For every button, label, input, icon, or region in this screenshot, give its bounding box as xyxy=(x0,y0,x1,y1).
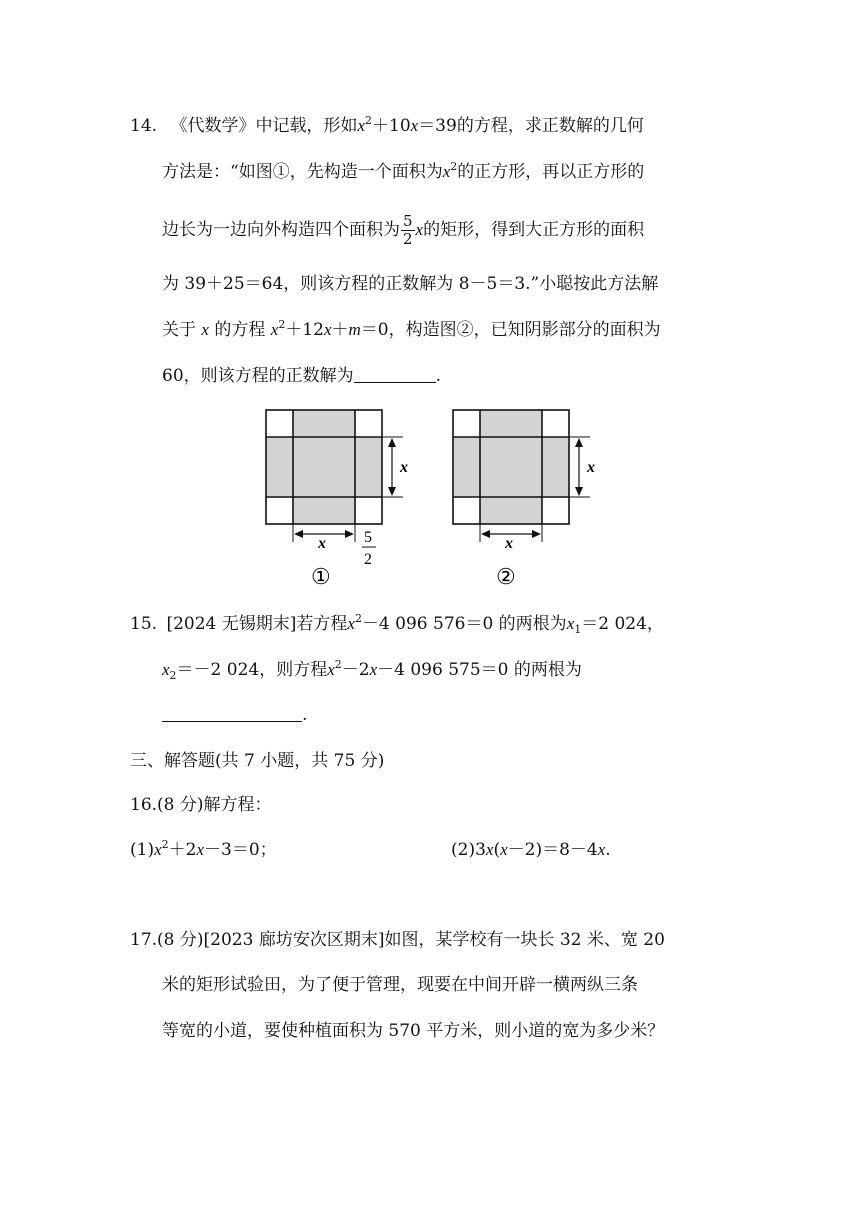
q14-line-4: 为 39＋25＝64，则该方程的正数解为 8－5＝3.”小聪按此方法解 xyxy=(162,274,659,294)
q15-line-1: 15. [2024 无锡期末]若方程$x^2-4$ 096 576＝0 的两根为$x_1=2$ 024， xyxy=(130,612,664,636)
q17-number: 17. xyxy=(130,930,158,950)
figure-2 xyxy=(453,410,595,589)
q14-line-1: 14. 《代数学》中记载，形如$x^2+10x=39$的方程，求正数解的几何 xyxy=(130,114,644,136)
fig1-shaded-cross-horizontal xyxy=(266,437,382,497)
q14-figures xyxy=(0,400,860,600)
q14-line-6: 60，则该方程的正数解为 . xyxy=(162,366,442,386)
fig1-frac-num: 5 xyxy=(364,529,372,546)
fig1-label-x-vertical: x xyxy=(400,459,408,476)
fig2-label-x-vertical: x xyxy=(587,459,595,476)
fig2-label: ② xyxy=(496,564,516,589)
q16-part-2: (2)3x(x－2)＝8－4x. xyxy=(451,840,611,860)
q16-part-1: $(1)x^2+2x-3=0$； xyxy=(130,838,277,860)
q14-line-3: 边长为一边向外构造四个面积为 $\frac{5}{2}$ x的矩形，得到大正方形的面积 xyxy=(162,212,645,248)
answer-blank-15[interactable] xyxy=(162,703,302,722)
fig2-label-x-horizontal: x xyxy=(505,535,513,552)
fraction-5-2: $\frac{5}{2}$ xyxy=(403,212,413,248)
figure-1 xyxy=(266,410,408,589)
fig1-frac-den: 2 xyxy=(364,551,372,568)
q15-number: 15. xyxy=(130,614,158,634)
q14-number: 14. xyxy=(130,116,158,136)
q17-line-3: 等宽的小道，要使种植面积为 570 平方米，则小道的宽为多少米？ xyxy=(162,1021,665,1041)
section-3-heading: 三、解答题(共 7 小题，共 75 分) xyxy=(130,751,385,771)
q14-line-5: 关于 x 的方程 $x^2+12x+m=0$，构造图②，已知阴影部分的面积为 xyxy=(162,318,661,340)
answer-blank-14[interactable] xyxy=(354,364,436,383)
q14-line-2: 方法是：“如图①，先构造一个面积为$x^2$的正方形，再以正方形的 xyxy=(162,160,645,182)
q16-line-1: 16.(8 分)解方程： xyxy=(130,795,272,815)
fig1-label: ① xyxy=(311,564,331,589)
q15-line-3: . xyxy=(162,703,307,727)
q16-number: 16. xyxy=(130,795,158,815)
q17-line-2: 米的矩形试验田，为了便于管理，现要在中间开辟一横两纵三条 xyxy=(162,975,638,995)
fig1-label-x-horizontal: x xyxy=(318,535,326,552)
fig2-shaded-cross-horizontal xyxy=(453,437,569,497)
q17-line-1: 17.(8 分)[2023 廊坊安次区期末]如图，某学校有一块长 32 米、宽 20 xyxy=(130,930,665,950)
q15-line-2: $x_2=-2$ 024，则方程$x^2-2x-4$ 096 575＝0 的两根为 xyxy=(162,658,582,682)
